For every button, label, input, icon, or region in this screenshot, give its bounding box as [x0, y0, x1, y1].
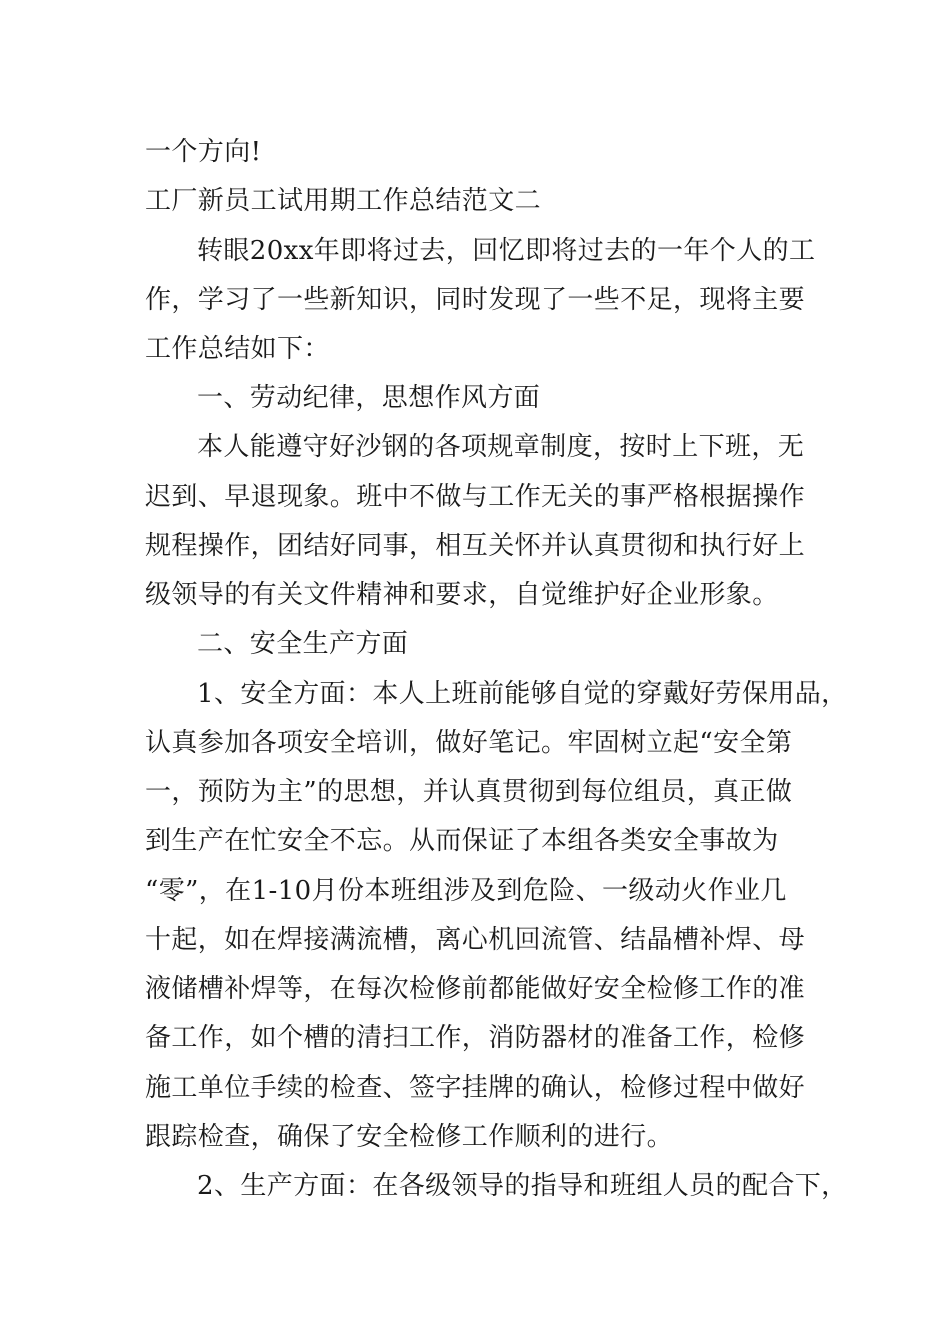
text-line: “零”，在1-10月份本班组涉及到危险、一级动火作业几	[145, 876, 787, 906]
text-line: 跟踪检查，确保了安全检修工作顺利的进行。	[145, 1122, 674, 1152]
text-line: 施工单位手续的检查、签字挂牌的确认，检修过程中做好	[145, 1073, 806, 1103]
text-line: 级领导的有关文件精神和要求，自觉维护好企业形象。	[145, 580, 779, 610]
text-line: 作，学习了一些新知识，同时发现了一些不足，现将主要	[145, 285, 806, 315]
subsection-heading: 二、安全生产方面	[197, 629, 409, 659]
section-title: 工厂新员工试用期工作总结范文二	[145, 186, 542, 216]
text-line: 一，预防为主”的思想，并认真贯彻到每位组员，真正做	[145, 777, 793, 807]
text-line: 认真参加各项安全培训，做好笔记。牢固树立起“安全第	[145, 728, 793, 758]
text-line: 规程操作，团结好同事，相互关怀并认真贯彻和执行好上	[145, 531, 806, 561]
text-line: 到生产在忙安全不忘。从而保证了本组各类安全事故为	[145, 826, 779, 856]
text-line: 1、安全方面：本人上班前能够自觉的穿戴好劳保用品，	[197, 679, 848, 709]
text-line: 转眼20xx年即将过去，回忆即将过去的一年个人的工	[197, 236, 816, 266]
text-line: 2、生产方面：在各级领导的指导和班组人员的配合下，	[197, 1171, 848, 1201]
text-line: 迟到、早退现象。班中不做与工作无关的事严格根据操作	[145, 482, 806, 512]
text-line: 备工作，如个槽的清扫工作，消防器材的准备工作，检修	[145, 1023, 806, 1053]
text-line: 十起，如在焊接满流槽，离心机回流管、结晶槽补焊、母	[145, 925, 806, 955]
subsection-heading: 一、劳动纪律，思想作风方面	[197, 383, 541, 413]
text-line: 工作总结如下：	[145, 334, 330, 364]
text-line: 一个方向!	[145, 137, 262, 167]
text-line: 本人能遵守好沙钢的各项规章制度，按时上下班，无	[197, 432, 805, 462]
text-line: 液储槽补焊等，在每次检修前都能做好安全检修工作的准	[145, 974, 806, 1004]
